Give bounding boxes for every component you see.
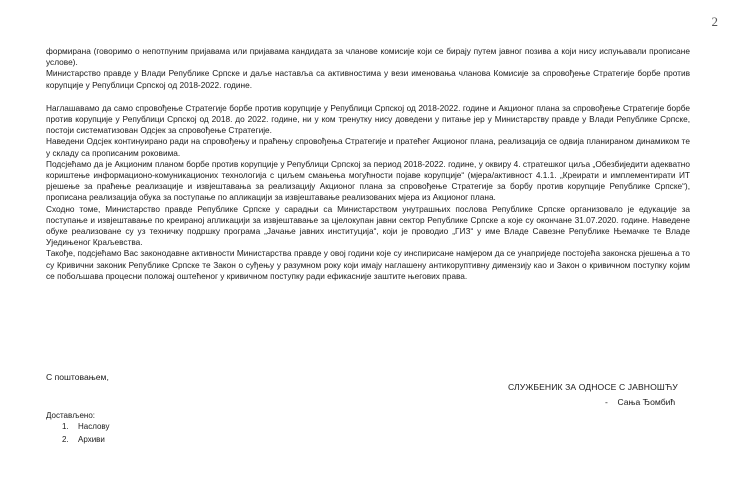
paragraph-4: Наведени Одсјек континуирано ради на спровођењу и праћењу спровођења Стратегије и пратећег Акционог плана, реализација се одвија планираном динамиком те у складу са прописаним роковима. — [46, 136, 690, 158]
list-item-text: Наслову — [78, 422, 110, 431]
paragraph-3: Наглашавамо да само спровођење Стратегије борбе против корупције у Републици Српској од 2018-2022. године и Акционог плана за спровођење Стратегије борбе против корупције у Републици Српској од 2018. до 2022. године, ни у ком тренутку нису доведени у питање јер у Министарству правде у Влади Републике Српске, постоји систематизован Одсјек за спровођење Стратегије. — [46, 102, 690, 136]
paragraph-gap — [46, 91, 690, 103]
list-item-number: 2. — [62, 435, 69, 444]
document-body — [46, 46, 690, 282]
delivered-to-label: Достављено: — [46, 411, 96, 420]
list-item-number: 1. — [62, 422, 69, 431]
list-item — [62, 422, 110, 435]
signature-dash: - — [605, 397, 608, 407]
paragraph-5: Подсјећамо да је Акционим планом борбе против корупције у Републици Српској за период 2018-2022. године, у оквиру 4. стратешког циља „Обезбиједити адекватно кориштење информационо-комуникационих технологија с циљем смањења могућности појаве корупције“ (мјера/активност 4.1.1. „Креирати и имплементирати ИТ рјешење за праћење реализације и извјештавања за реализацију Акционог плана за спровођење Стратегије за борбу против корупције Републике Српске“), прописана реализација обука за поступање по апликацији за извјештавање реализованих мјера из Акционог плана. — [46, 158, 690, 203]
paragraph-1: формирана (говоримо о непотпуним пријавама или пријавама кандидата за чланове комисије који се бирају путем јавног позива а који нису испуњавали прописане услове). — [46, 46, 690, 68]
signature-line — [605, 397, 675, 407]
list-item — [62, 435, 110, 448]
signature-title: СЛУЖБЕНИК ЗА ОДНОСЕ С ЈАВНОШЋУ — [508, 382, 678, 392]
paragraph-6: Сходно томе, Министарство правде Републике Српске у сарадњи са Министарством унутрашњих послова Републике Српске организовало је едукације за поступање и извјештавање по креираној апликацији за извјештавање за цјелокупан јавни сектор Републике Српске а које су окончане 31.07.2020. године. Наведене обуке реализоване су уз техничку подршку програма „Јачање јавних институција“, који је проводио „ГИЗ“ у име Владе Савезне Републике Њемачке те Владе Уједињеног Краљевства. — [46, 203, 690, 248]
paragraph-2: Министарство правде у Влади Републике Српске и даље наставља са активностима у вези именовања чланова Комисије за спровођење Стратегије борбе против корупције у Републици Српској од 2018-2022. године. — [46, 68, 690, 90]
signature-name: Сања Ђомбић — [617, 397, 676, 407]
list-item-text: Архиви — [78, 435, 105, 444]
delivered-to-list — [62, 422, 110, 448]
page-number: 2 — [711, 14, 718, 29]
greeting: С поштовањем, — [46, 372, 109, 382]
paragraph-7: Такође, подсјећамо Вас законодавне активности Министарства правде у овој години које су инспирисане намјером да се унаприједе постојећа законска рјешења а то су Кривични законик Републике Српске те Закон о суђењу у разумном року који имају наглашену антикоруптивну димензију као и Закон о кривичном поступку којим се побољшава процесни положај оштећеног у кривичном поступку ради ефикасније заштите његових права. — [46, 248, 690, 281]
